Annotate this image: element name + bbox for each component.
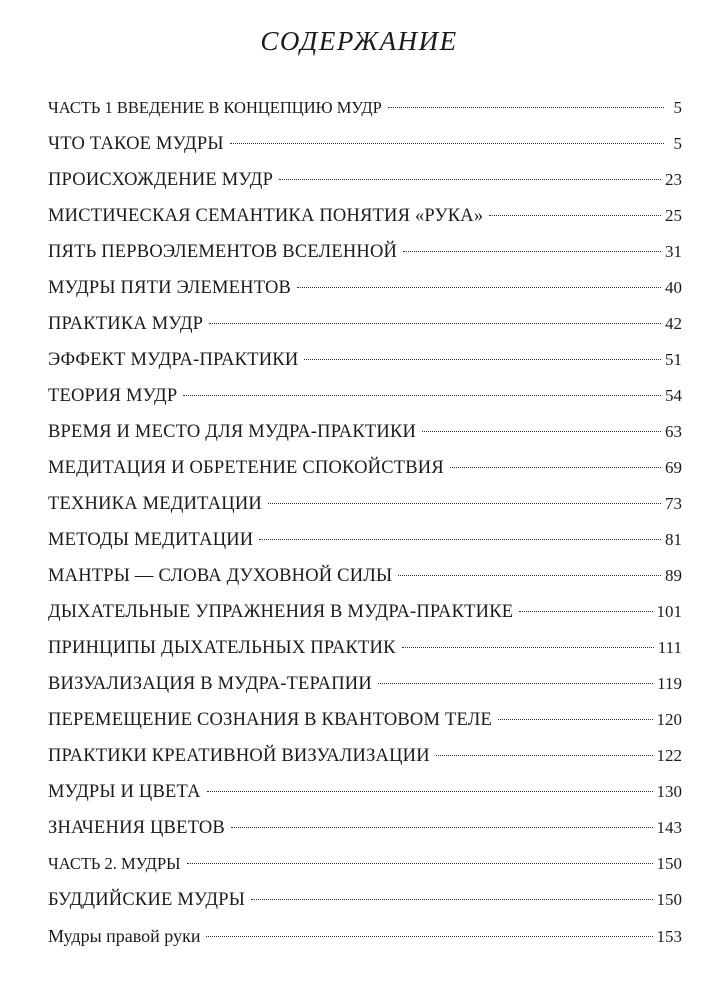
dot-leader [519,611,652,612]
toc-entry [48,270,682,306]
toc-page-number: 69 [665,458,682,477]
dot-leader [231,827,653,828]
toc-entry-title: ПРАКТИКИ КРЕАТИВНОЙ ВИЗУАЛИЗАЦИИ [48,746,430,766]
toc-page-number: 143 [656,818,682,837]
toc-entry-title: МУДРЫ ПЯТИ ЭЛЕМЕНТОВ [48,278,292,298]
toc-entry-title: МУДРЫ И ЦВЕТА [48,782,201,802]
toc-entry-title: ПРИНЦИПЫ ДЫХАТЕЛЬНЫХ ПРАКТИК [48,638,396,658]
dot-leader [268,503,661,504]
toc-page-number: 23 [665,170,682,189]
toc-entry-title: ТЕХНИКА МЕДИТАЦИИ [48,494,262,514]
dot-leader [304,359,661,360]
dot-leader [450,467,661,468]
dot-leader [498,719,653,720]
toc-entry [48,882,682,918]
toc-page-number: 130 [656,782,682,801]
toc-entry-title: ПРОИСХОЖДЕНИЕ МУДР [48,170,274,190]
dot-leader [207,791,653,792]
toc-entry-title: ВИЗУАЛИЗАЦИЯ В МУДРА-ТЕРАПИИ [48,674,372,694]
toc-entry [48,846,682,882]
toc-entry [48,774,682,810]
dot-leader [230,143,664,144]
toc-entry [48,90,682,126]
toc-entry [48,342,682,378]
toc-entry [48,378,682,414]
toc-page-number: 51 [665,350,682,369]
toc-entry-title: МЕДИТАЦИЯ И ОБРЕТЕНИЕ СПОКОЙСТВИЯ [48,458,444,478]
dot-leader [187,863,653,864]
toc-page-number: 40 [665,278,682,297]
toc-page-number: 120 [656,710,682,729]
toc-entry [48,486,682,522]
toc-entry [48,162,682,198]
toc-entry-title: ПЕРЕМЕЩЕНИЕ СОЗНАНИЯ В КВАНТОВОМ ТЕЛЕ [48,710,492,730]
toc-entry [48,522,682,558]
toc-entry-title: ПЯТЬ ПЕРВОЭЛЕМЕНТОВ ВСЕЛЕННОЙ [48,242,398,262]
toc-page-number: 150 [656,890,682,909]
toc-entry [48,666,682,702]
dot-leader [402,647,654,648]
toc-page-number: 89 [665,566,682,585]
toc-page-number: 5 [673,134,682,153]
toc-entry [48,702,682,738]
toc-entry [48,918,682,954]
toc-entry [48,558,682,594]
dot-leader [422,431,661,432]
toc-page-number: 153 [656,927,682,946]
toc-page-number: 63 [665,422,682,441]
toc-page-number: 73 [665,494,682,513]
toc-entry [48,810,682,846]
toc-page-number: 119 [657,674,682,693]
toc-entry-title: ВРЕМЯ И МЕСТО ДЛЯ МУДРА-ПРАКТИКИ [48,422,417,442]
toc-page-number: 25 [665,206,682,225]
page-title: СОДЕРЖАНИЕ [260,26,458,56]
toc-page-number: 5 [673,98,682,117]
dot-leader [489,215,661,216]
toc-page-number: 81 [665,530,682,549]
toc-entry-title: ДЫХАТЕЛЬНЫЕ УПРАЖНЕНИЯ В МУДРА-ПРАКТИКЕ [48,602,514,622]
toc-entry-title: ТЕОРИЯ МУДР [48,386,178,406]
dot-leader [378,683,653,684]
toc-entry [48,126,682,162]
dot-leader [183,395,661,396]
dot-leader [206,936,652,937]
toc-entry [48,630,682,666]
toc-entry-title: МИСТИЧЕСКАЯ СЕМАНТИКА ПОНЯТИЯ «РУКА» [48,206,484,226]
dot-leader [297,287,661,288]
toc-entry [48,306,682,342]
dot-leader [259,539,661,540]
toc-entry-title: ПРАКТИКА МУДР [48,314,204,334]
toc-entry [48,198,682,234]
toc-entry-title: ЧАСТЬ 1 ВВЕДЕНИЕ В КОНЦЕПЦИЮ МУДР [48,98,382,117]
toc-entry [48,450,682,486]
dot-leader [209,323,661,324]
toc-entry [48,234,682,270]
toc-entry [48,738,682,774]
dot-leader [398,575,661,576]
toc-entry-title: ЭФФЕКТ МУДРА-ПРАКТИКИ [48,350,299,370]
dot-leader [436,755,653,756]
toc-page-number: 54 [665,386,682,405]
toc-page-number: 31 [665,242,682,261]
toc-entry-title: Мудры правой руки [48,926,201,946]
toc-page-number: 42 [665,314,682,333]
dot-leader [388,107,664,108]
toc-page-number: 150 [656,854,682,873]
toc-list [48,90,682,954]
dot-leader [403,251,661,252]
toc-page-number: 111 [657,638,682,657]
dot-leader [279,179,661,180]
toc-entry-title: МЕТОДЫ МЕДИТАЦИИ [48,530,254,550]
toc-entry-title: ЗНАЧЕНИЯ ЦВЕТОВ [48,818,225,838]
toc-page-number: 122 [656,746,682,765]
toc-entry-title: ЧАСТЬ 2. МУДРЫ [48,854,181,873]
toc-entry-title: ЧТО ТАКОЕ МУДРЫ [48,134,224,154]
toc-page-number: 101 [656,602,682,621]
dot-leader [251,899,652,900]
toc-entry-title: МАНТРЫ — СЛОВА ДУХОВНОЙ СИЛЫ [48,566,393,586]
toc-entry [48,594,682,630]
toc-entry [48,414,682,450]
toc-entry-title: БУДДИЙСКИЕ МУДРЫ [48,890,246,910]
